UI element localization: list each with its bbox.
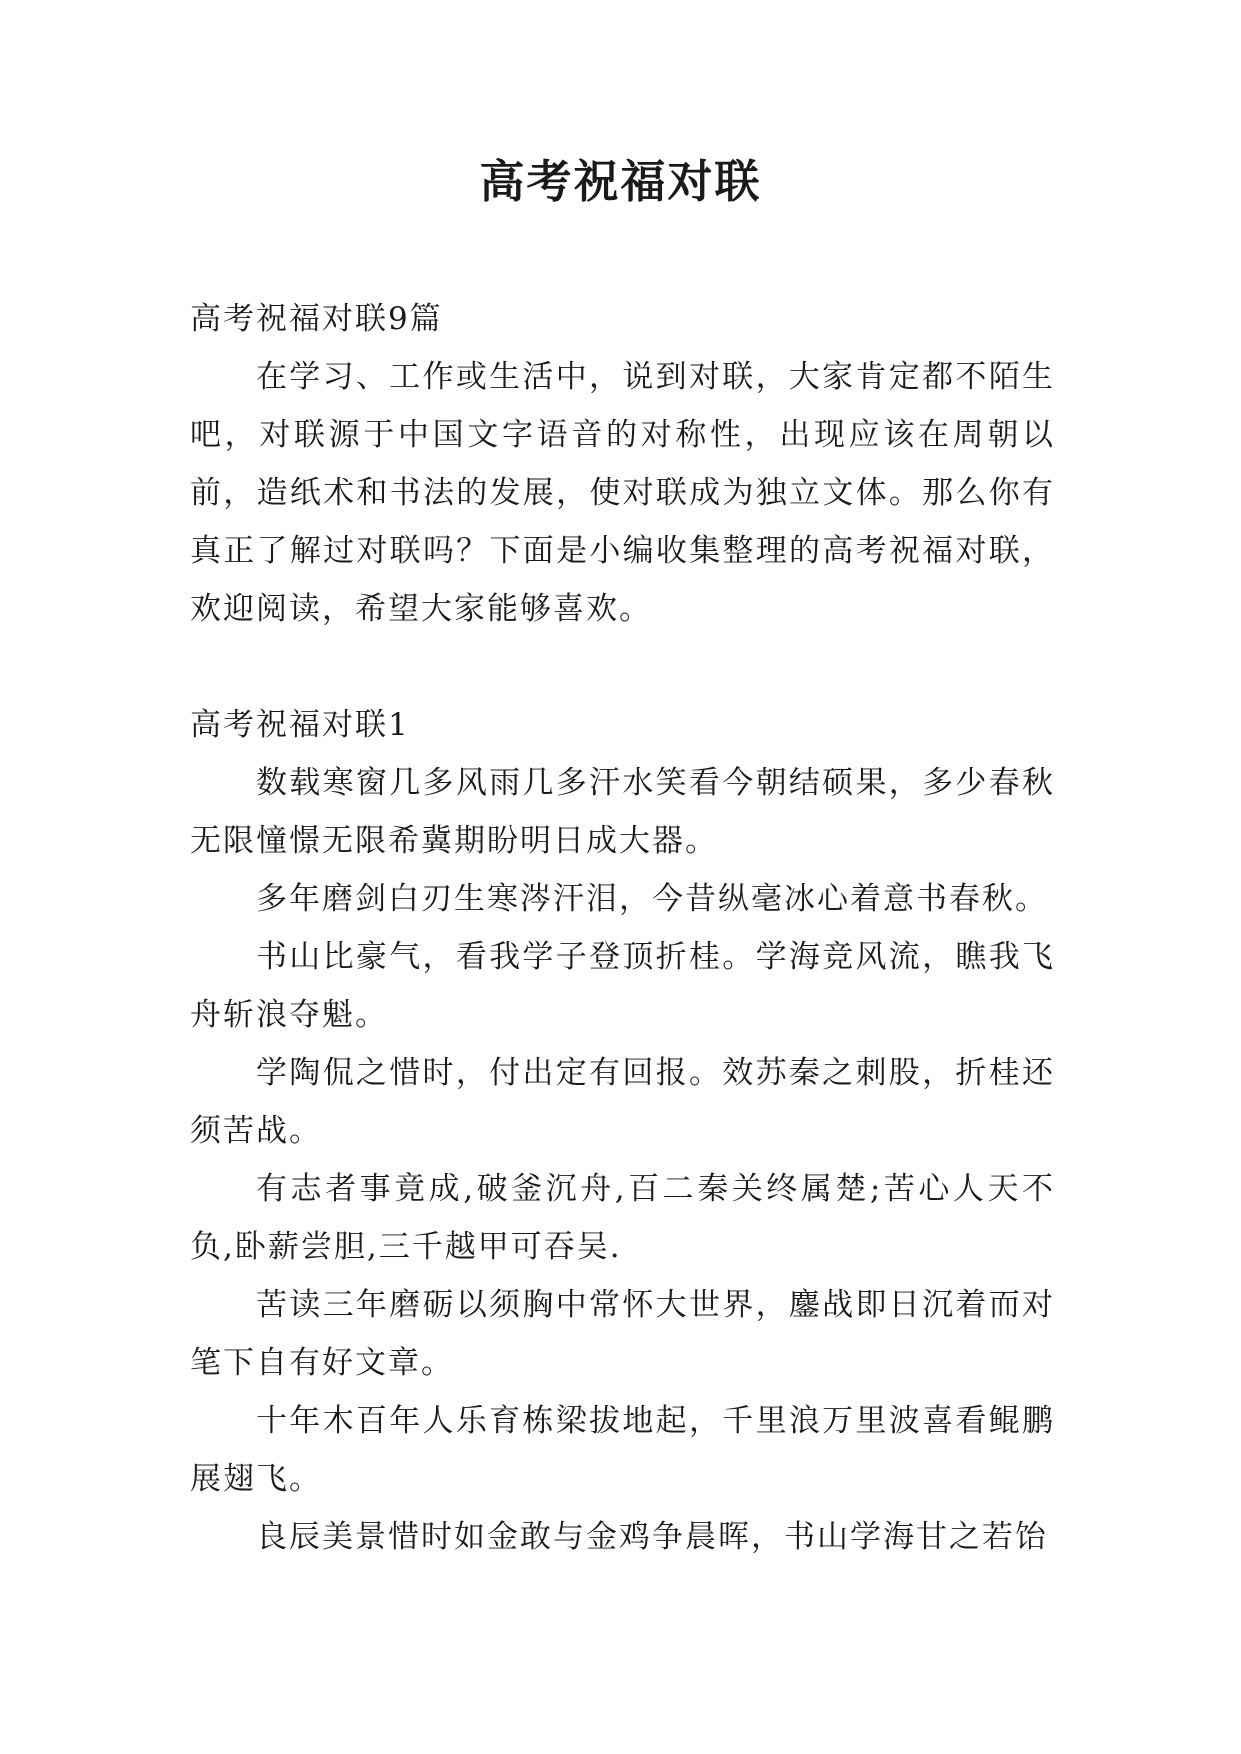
section-heading: 高考祝福对联1 bbox=[190, 707, 410, 743]
couplet-paragraph: 十年木百年人乐育栋梁拔地起，千里浪万里波喜看鲲鹏展翅飞。 bbox=[190, 1403, 1055, 1497]
couplet-paragraph: 学陶侃之惜时，付出定有回报。效苏秦之刺股，折桂还须苦战。 bbox=[190, 1055, 1055, 1149]
couplet-paragraph: 良辰美景惜时如金敢与金鸡争晨晖，书山学海甘之若饴 bbox=[256, 1519, 1048, 1555]
section-spacer bbox=[190, 638, 1055, 696]
document-body bbox=[190, 290, 1055, 1566]
intro-paragraph: 在学习、工作或生活中，说到对联，大家肯定都不陌生吧，对联源于中国文字语音的对称性，出现应该在周朝以前，造纸术和书法的发展，使对联成为独立文体。那么你有真正了解过对联吗？下面是小编收集整理的高考祝福对联，欢迎阅读，希望大家能够喜欢。 bbox=[190, 359, 1055, 627]
document-title: 高考祝福对联 bbox=[479, 155, 762, 208]
couplet-paragraph: 数载寒窗几多风雨几多汗水笑看今朝结硕果，多少春秋无限憧憬无限希冀期盼明日成大器。 bbox=[190, 765, 1055, 859]
document-subtitle: 高考祝福对联9篇 bbox=[190, 301, 443, 337]
couplet-paragraph: 多年磨剑白刃生寒涔汗泪，今昔纵毫冰心着意书春秋。 bbox=[256, 881, 1048, 917]
couplet-paragraph: 书山比豪气，看我学子登顶折桂。学海竞风流，瞧我飞舟斩浪夺魁。 bbox=[190, 939, 1055, 1033]
couplet-paragraph: 有志者事竟成,破釜沉舟,百二秦关终属楚;苦心人天不负,卧薪尝胆,三千越甲可吞吴. bbox=[190, 1171, 1055, 1265]
couplet-paragraph: 苦读三年磨砺以须胸中常怀大世界，鏖战即日沉着而对笔下自有好文章。 bbox=[190, 1287, 1055, 1381]
